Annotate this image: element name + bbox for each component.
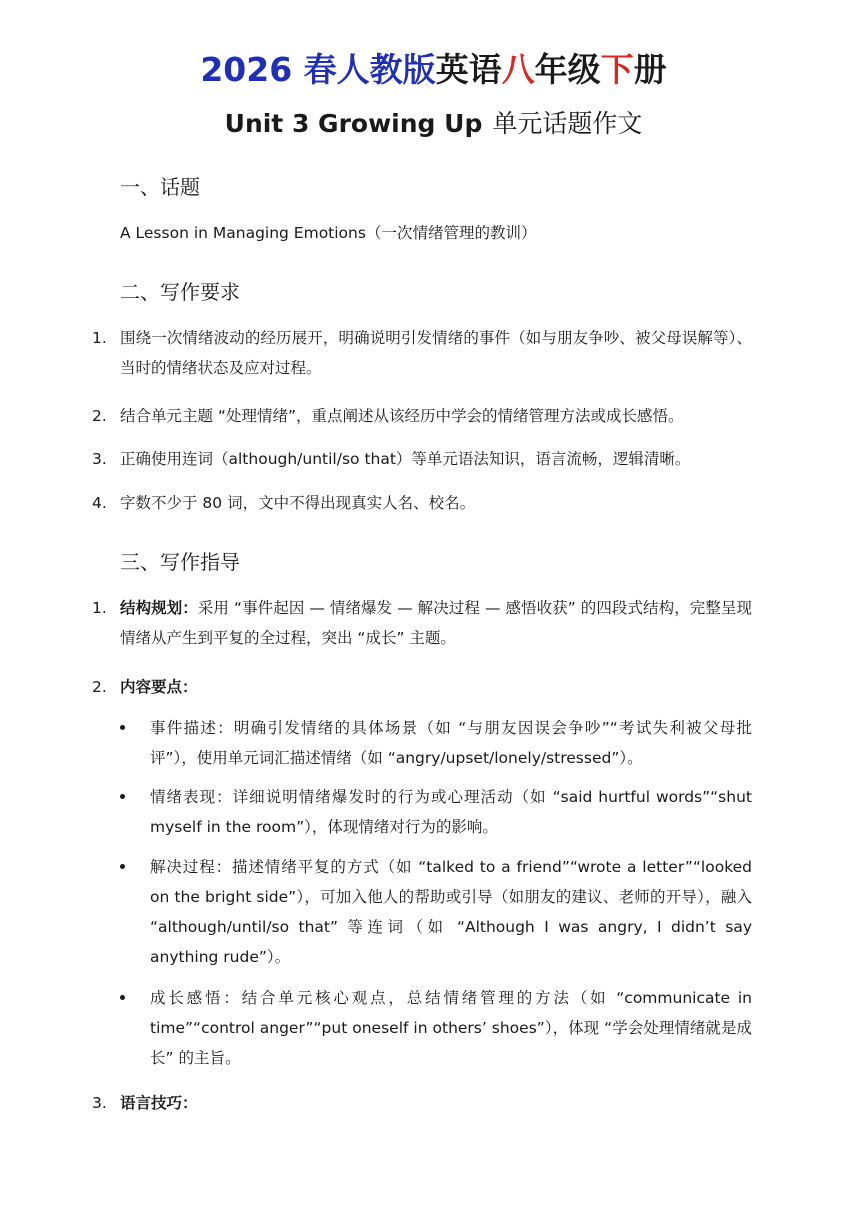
bullet-item xyxy=(120,782,752,842)
list-number: 3. xyxy=(92,450,107,468)
title-part-grade: 年级 xyxy=(534,50,601,89)
section-heading-topic: 一、话题 xyxy=(120,175,200,199)
bullet-text: 情绪表现：详细说明情绪爆发时的行为或心理活动（如 “said hurtful words”“shut myself in the room”），体现情绪对行为的影响。 xyxy=(150,788,752,836)
bullet-item xyxy=(120,713,752,773)
list-number: 2. xyxy=(92,678,107,696)
guidance-item-content xyxy=(92,672,752,702)
bullet-text: 成长感悟：结合单元核心观点，总结情绪管理的方法（如 “communicate in time”“control anger”“put oneself in others’ shoes”），体现 “学会处理情绪就是成长” 的主旨。 xyxy=(150,989,752,1067)
bullet-item xyxy=(120,983,752,1073)
list-number: 2. xyxy=(92,407,107,425)
guidance-item-structure xyxy=(92,593,752,653)
subtitle-english: Unit 3 Growing Up xyxy=(224,109,483,138)
bullet-dot xyxy=(120,794,125,799)
requirement-text: 结合单元主题 “处理情绪”，重点阐述从该经历中学会的情绪管理方法或成长感悟。 xyxy=(120,407,684,425)
section-heading-guidance: 三、写作指导 xyxy=(120,550,240,574)
requirement-item xyxy=(92,444,752,474)
section-heading-requirements: 二、写作要求 xyxy=(120,280,240,304)
requirement-text: 字数不少于 80 词，文中不得出现真实人名、校名。 xyxy=(120,494,476,512)
guidance-item-language xyxy=(92,1088,752,1118)
topic-text: A Lesson in Managing Emotions（一次情绪管理的教训） xyxy=(120,224,537,242)
guidance-text xyxy=(120,593,752,653)
subtitle-chinese: 单元话题作文 xyxy=(492,109,643,138)
guidance-label: 内容要点： xyxy=(120,678,198,696)
requirement-item xyxy=(92,323,752,383)
list-number: 1. xyxy=(92,329,107,347)
bullet-text: 事件描述：明确引发情绪的具体场景（如 “与朋友因误会争吵”“考试失利被父母批评”），使用单元词汇描述情绪（如 “angry/upset/lonely/stressed”）。 xyxy=(150,719,752,767)
requirement-text: 正确使用连词（although/until/so that）等单元语法知识，语言流畅，逻辑清晰。 xyxy=(120,450,691,468)
title-part-grade-number: 八 xyxy=(501,50,535,89)
requirement-item xyxy=(92,401,752,431)
requirement-item xyxy=(92,488,752,518)
guidance-label: 结构规划： xyxy=(120,599,198,617)
document-title xyxy=(0,48,867,92)
list-number: 1. xyxy=(92,599,107,617)
requirement-text: 围绕一次情绪波动的经历展开，明确说明引发情绪的事件（如与朋友争吵、被父母误解等）、当时的情绪状态及应对过程。 xyxy=(120,329,752,377)
bullet-dot xyxy=(120,995,125,1000)
title-part-book: 册 xyxy=(633,50,667,89)
bullet-text: 解决过程：描述情绪平复的方式（如 “talked to a friend”“wrote a letter”“looked on the bright side”），可加入他人的帮助或引导（如朋友的建议、老师的开导），融入 “although/until/so that” 等连词（如 “Although I was angry, I didn’t say anything rude”）。 xyxy=(150,858,752,966)
title-part-volume: 下 xyxy=(600,50,634,89)
bullet-dot xyxy=(120,864,125,869)
bullet-item xyxy=(120,852,752,972)
title-part-subject: 英语 xyxy=(435,50,502,89)
title-part-edition: 2026 春人教版 xyxy=(200,50,436,89)
guidance-content: 采用 “事件起因 — 情绪爆发 — 解决过程 — 感悟收获” 的四段式结构，完整呈现情绪从产生到平复的全过程，突出 “成长” 主题。 xyxy=(120,599,752,647)
guidance-label: 语言技巧： xyxy=(120,1094,198,1112)
list-number: 4. xyxy=(92,494,107,512)
bullet-dot xyxy=(120,725,125,730)
list-number: 3. xyxy=(92,1094,107,1112)
guidance-text xyxy=(120,672,752,702)
document-subtitle xyxy=(0,105,867,143)
guidance-text xyxy=(120,1088,752,1118)
